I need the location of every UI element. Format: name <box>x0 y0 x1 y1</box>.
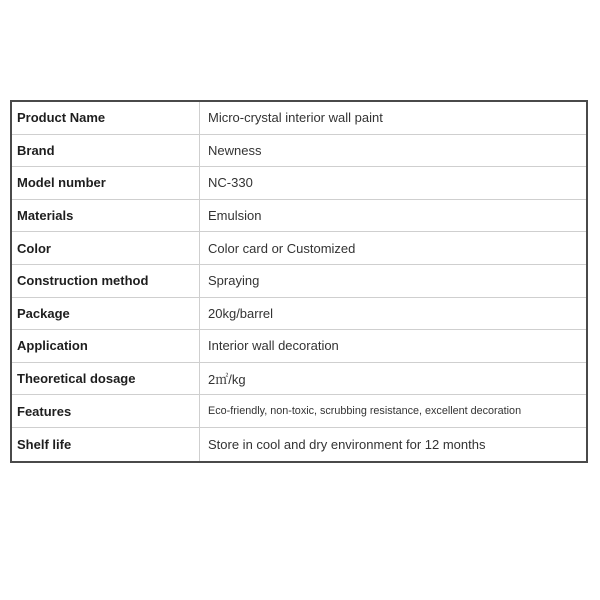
table-row-construction-method <box>12 265 586 298</box>
row-label: Materials <box>12 200 200 232</box>
row-label: Brand <box>12 135 200 167</box>
row-value: Color card or Customized <box>208 240 356 256</box>
row-label: Product Name <box>12 102 200 134</box>
table-row-shelf-life <box>12 428 586 461</box>
row-label: Construction method <box>12 265 200 297</box>
row-value: 20kg/barrel <box>208 305 274 321</box>
table-row-application <box>12 330 586 363</box>
row-value: 2㎡/kg <box>208 372 246 388</box>
row-value: NC-330 <box>208 175 253 191</box>
row-value: Newness <box>208 142 262 158</box>
row-value: Emulsion <box>208 208 262 224</box>
row-label: Package <box>12 298 200 330</box>
product-spec-table <box>10 100 588 463</box>
table-row-package <box>12 298 586 331</box>
table-row-color <box>12 232 586 265</box>
row-label: Application <box>12 330 200 362</box>
row-value: Interior wall decoration <box>208 338 339 354</box>
row-value: Spraying <box>208 273 260 289</box>
row-value: Micro-crystal interior wall paint <box>208 110 383 126</box>
table-row-model-number <box>12 167 586 200</box>
row-value: Eco-friendly, non-toxic, scrubbing resistance, excellent decoration <box>208 405 522 418</box>
table-row-materials <box>12 200 586 233</box>
row-value: Store in cool and dry environment for 12 months <box>208 436 486 452</box>
row-label: Shelf life <box>12 428 200 461</box>
row-label: Features <box>12 395 200 427</box>
table-row-brand <box>12 135 586 168</box>
table-row-product-name <box>12 102 586 135</box>
row-label: Model number <box>12 167 200 199</box>
row-label: Color <box>12 232 200 264</box>
table-row-features <box>12 395 586 428</box>
table-row-theoretical-dosage <box>12 363 586 396</box>
row-label: Theoretical dosage <box>12 363 200 395</box>
